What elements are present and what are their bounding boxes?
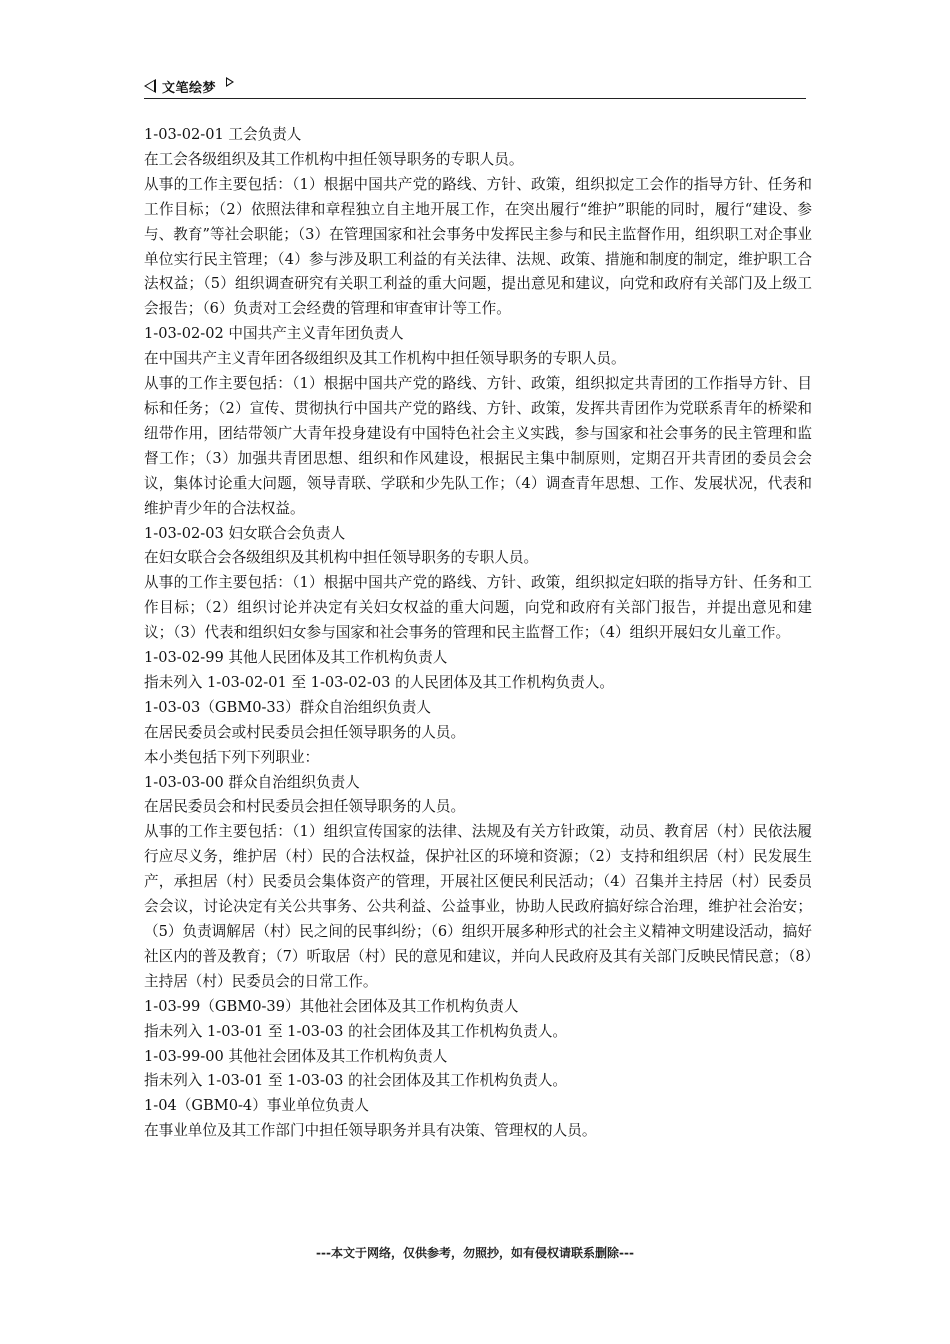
paragraph: 1-03-03-00 群众自治组织负责人: [144, 773, 360, 791]
paragraph: 在居民委员会或村民委员会担任领导职务的人员。: [144, 723, 466, 741]
paragraph: 从事的工作主要包括：（1）组织宣传国家的法律、法规及有关方针政策，动员、教育居（村）民依法履行应尽义务，维护居（村）民的合法权益，保护社区的环境和资源；（2）支持和组织居（村）民发展生产，承担居（村）民委员会集体资产的管理，开展社区便民利民活动；（4）召集并主持居（村）民委员会会议，讨论决定有关公共事务、公共利益、公益事业，协助人民政府搞好综合治理，维护社会治安；（5）负责调解居（村）民之间的民事纠纷；（6）组织开展多种形式的社会主义精神文明建设活动，搞好社区内的普及教育；（7）听取居（村）民的意见和建议，并向人民政府及其有关部门反映民情民意；（8）主持居（村）民委员会的日常工作。: [144, 823, 812, 990]
paragraph: 在妇女联合会各级组织及其机构中担任领导职务的专职人员。: [144, 549, 539, 567]
paragraph: 在事业单位及其工作部门中担任领导职务并具有决策、管理权的人员。: [144, 1122, 597, 1140]
brand-name: 文笔绘梦: [162, 80, 217, 96]
paragraph: 本小类包括下列下列职业：: [144, 748, 320, 766]
paragraph: 指未列入 1-03-02-01 至 1-03-02-03 的人民团体及其工作机构负责人。: [144, 673, 615, 691]
paragraph: 在工会各级组织及其工作机构中担任领导职务的专职人员。: [144, 150, 524, 168]
paragraph: 1-03-02-01 工会负责人: [144, 126, 302, 143]
paragraph: 1-03-99-00 其他社会团体及其工作机构负责人: [144, 1047, 448, 1065]
paragraph: 1-03-02-99 其他人民团体及其工作机构负责人: [144, 649, 448, 667]
paragraph: 1-03-03（GBM0-33）群众自治组织负责人: [144, 698, 431, 716]
paragraph: 指未列入 1-03-01 至 1-03-03 的社会团体及其工作机构负责人。: [144, 1072, 568, 1090]
paragraph: 在居民委员会和村民委员会担任领导职务的人员。: [144, 798, 466, 816]
page-footer: ---本文于网络，仅供参考，勿照抄，如有侵权请联系删除---: [316, 1246, 634, 1260]
paragraph: 从事的工作主要包括：（1）根据中国共产党的路线、方针、政策，组织拟定妇联的指导方针、任务和工作目标；（2）组织讨论并决定有关妇女权益的重大问题，向党和政府有关部门报告，并提出意见和建议；（3）代表和组织妇女参与国家和社会事务的管理和民主监督工作；（4）组织开展妇女儿童工作。: [144, 574, 812, 642]
paragraph: 从事的工作主要包括：（1）根据中国共产党的路线、方针、政策，组织拟定工会作的指导方针、任务和工作目标；（2）依照法律和章程独立自主地开展工作，在突出履行“维护”职能的同时，履行“建设、参与、教育”等社会职能；（3）在管理国家和社会事务中发挥民主参与和民主监督作用，组织职工对企事业单位实行民主管理；（4）参与涉及职工利益的有关法律、法规、政策、措施和制度的制定，维护职工合法权益；（5）组织调查研究有关职工利益的重大问题，提出意见和建议，向党和政府有关部门及上级工会报告；（6）负责对工会经费的管理和审查审计等工作。: [144, 175, 812, 318]
triangle-right-icon: [226, 77, 234, 87]
paragraph: 1-03-99（GBM0-39）其他社会团体及其工作机构负责人: [144, 997, 519, 1015]
paragraph: 指未列入 1-03-01 至 1-03-03 的社会团体及其工作机构负责人。: [144, 1022, 568, 1040]
paragraph: 1-03-02-03 妇女联合会负责人: [144, 524, 346, 542]
paragraph: 1-03-02-02 中国共产主义青年团负责人: [144, 325, 404, 343]
paragraph: 在中国共产主义青年团各级组织及其工作机构中担任领导职务的专职人员。: [144, 350, 626, 368]
document-body: [144, 123, 812, 1144]
page-header: [144, 74, 806, 99]
paragraph: 从事的工作主要包括：（1）根据中国共产党的路线、方针、政策，组织拟定共青团的工作指导方针、目标和任务；（2）宣传、贯彻执行中国共产党的路线、方针、政策，发挥共青团作为党联系青年的桥梁和纽带作用，团结带领广大青年投身建设有中国特色社会主义实践，参与国家和社会事务的民主管理和监督工作；（3）加强共青团思想、组织和作风建设，根据民主集中制原则，定期召开共青团的委员会会议，集体讨论重大问题，领导青联、学联和少先队工作；（4）调查青年思想、工作、发展状况，代表和维护青少年的合法权益。: [144, 375, 812, 517]
triangle-left-icon: [144, 79, 156, 93]
paragraph: 1-04（GBM0-4）事业单位负责人: [144, 1097, 369, 1115]
